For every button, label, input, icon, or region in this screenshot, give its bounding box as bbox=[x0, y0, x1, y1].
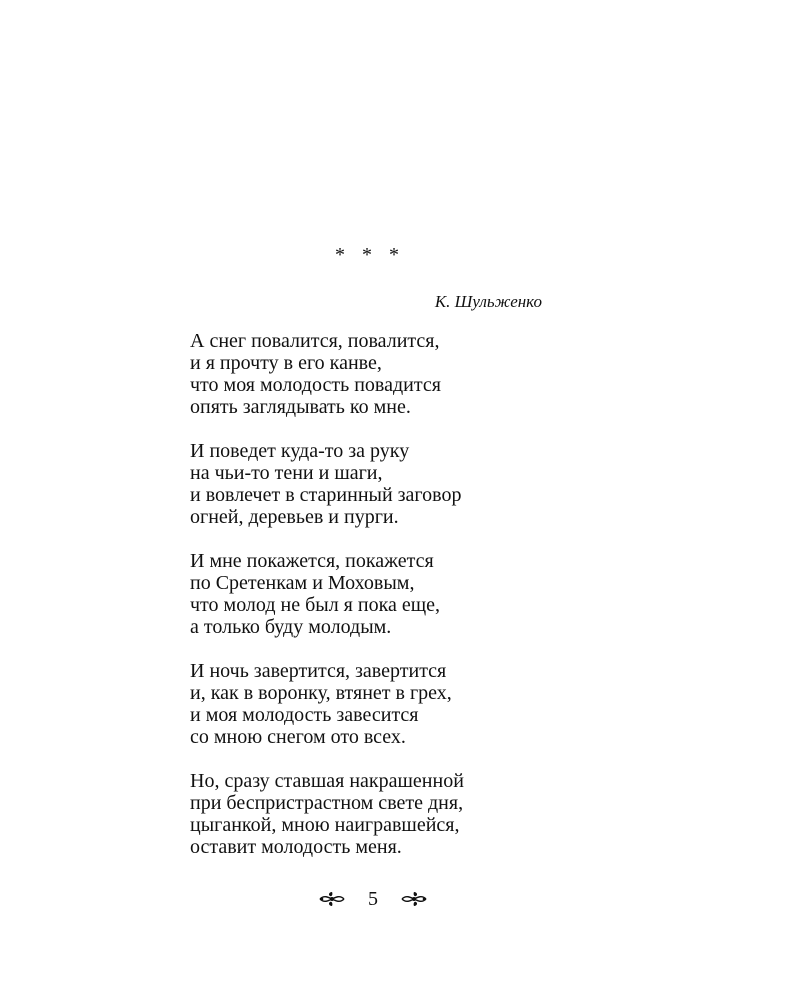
poem-line: и вовлечет в старинный заговор bbox=[190, 484, 462, 506]
page-footer bbox=[318, 884, 428, 914]
poem-line: А снег повалится, повалится, bbox=[190, 330, 440, 352]
poem-line: при беспристрастном свете дня, bbox=[190, 792, 464, 814]
fleuron-left-icon bbox=[318, 889, 346, 909]
poem-line: огней, деревьев и пурги. bbox=[190, 506, 399, 528]
poem-line: Но, сразу ставшая накрашенной bbox=[190, 770, 464, 792]
fleuron-right-icon bbox=[400, 889, 428, 909]
stanza-5 bbox=[190, 770, 590, 858]
poem-line: И поведет куда-то за руку bbox=[190, 440, 410, 462]
stanza-1 bbox=[190, 330, 590, 418]
poem-line: что молод не был я пока еще, bbox=[190, 594, 441, 616]
poem-line: и моя молодость завесится bbox=[190, 704, 419, 726]
poem-line: И мне покажется, покажется bbox=[190, 550, 434, 572]
stanza-3 bbox=[190, 550, 590, 638]
poem bbox=[190, 330, 590, 880]
poem-line: И ночь завертится, завертится bbox=[190, 660, 447, 682]
poem-line: что моя молодость повадится bbox=[190, 374, 441, 396]
poem-line: по Сретенкам и Моховым, bbox=[190, 572, 415, 594]
dedication: К. Шульженко bbox=[434, 292, 542, 311]
poem-line: цыганкой, мною наигравшейся, bbox=[190, 814, 460, 836]
stanza-4 bbox=[190, 660, 590, 748]
poem-line: опять заглядывать ко мне. bbox=[190, 396, 411, 418]
section-separator: * * * bbox=[335, 244, 405, 266]
poem-line: со мною снегом ото всех. bbox=[190, 726, 406, 748]
poem-line: на чьи-то тени и шаги, bbox=[190, 462, 383, 484]
poem-line: оставит молодость меня. bbox=[190, 836, 402, 858]
page-number: 5 bbox=[368, 887, 378, 910]
stanza-2 bbox=[190, 440, 590, 528]
poem-line: и я прочту в его канве, bbox=[190, 352, 382, 374]
poem-line: и, как в воронку, втянет в грех, bbox=[190, 682, 452, 704]
poem-line: а только буду молодым. bbox=[190, 616, 392, 638]
